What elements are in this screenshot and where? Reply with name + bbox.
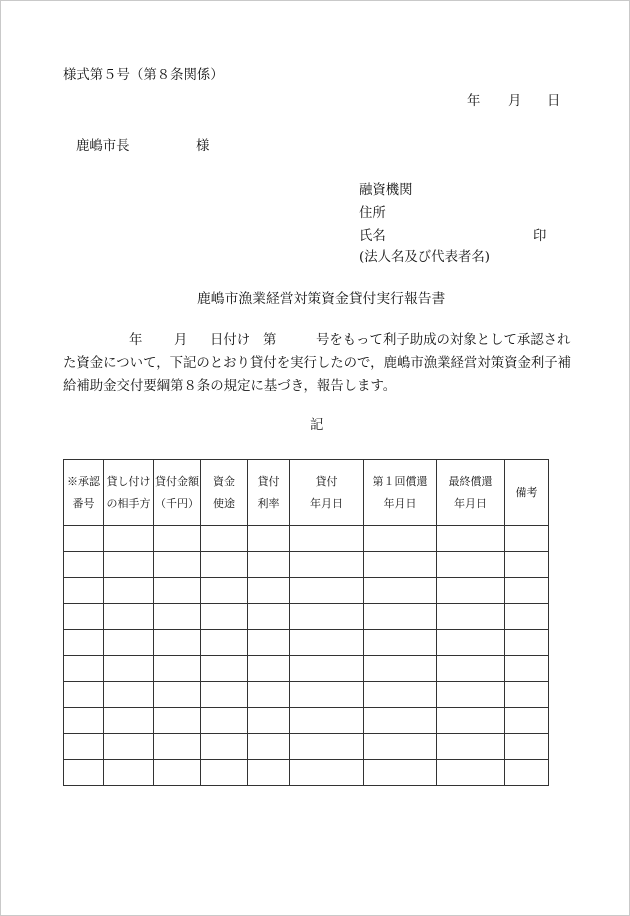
header-label: 貸付 [257,474,280,488]
table-cell [104,708,154,734]
addressee-name: 鹿嶋市長 [76,139,130,154]
table-cell [248,682,290,708]
table-cell [104,682,154,708]
table-cell [201,760,248,786]
body-line1-day: 日付け [210,333,251,348]
table-cell [64,552,104,578]
table-cell [437,526,505,552]
table-cell [505,552,549,578]
table-cell [154,578,201,604]
table-cell [64,604,104,630]
table-row [64,656,549,682]
table-cell [104,604,154,630]
table-cell [290,760,364,786]
table-cell [104,734,154,760]
table-row [64,526,549,552]
table-cell [290,630,364,656]
table-cell [437,682,505,708]
header-final-repayment-date [437,460,505,526]
table-cell [364,760,437,786]
document-title: 鹿嶋市漁業経営対策資金貸付実行報告書 [197,291,446,307]
header-first-repayment-date [364,460,437,526]
table-row [64,682,549,708]
table-cell [201,656,248,682]
header-label: 最終償還 [448,474,493,488]
table-cell [104,760,154,786]
table-cell [104,552,154,578]
table-cell [364,656,437,682]
table-row [64,552,549,578]
table-cell [290,656,364,682]
header-label: 貸し付け [106,474,151,488]
table-row [64,760,549,786]
table-cell [104,656,154,682]
table-row [64,708,549,734]
table-cell [437,734,505,760]
table-cell [290,552,364,578]
header-label: 貸付金額 [155,474,199,488]
table-cell [201,682,248,708]
table-cell [437,656,505,682]
date-month-label: 月 [508,94,522,109]
header-label: （千円） [155,496,199,510]
table-cell [248,656,290,682]
date-day-label: 日 [547,94,561,109]
table-cell [248,526,290,552]
table-cell [64,708,104,734]
table-cell [248,760,290,786]
table-cell [437,552,505,578]
table-cell [64,578,104,604]
applicant-institution-label: 融資機関 [359,183,413,198]
table-header-row [64,460,549,526]
header-label: 第１回償還 [372,474,428,488]
table-cell [248,734,290,760]
header-label: 年月日 [310,496,343,510]
table-cell [364,708,437,734]
table-cell [154,630,201,656]
form-number: 様式第５号（第８条関係） [63,68,224,83]
header-interest-rate [248,460,290,526]
table-cell [201,552,248,578]
addressee-honorific: 様 [196,139,210,154]
table-cell [290,526,364,552]
table-cell [505,656,549,682]
table-cell [364,682,437,708]
table-cell [248,630,290,656]
table-cell [64,760,104,786]
table-cell [364,526,437,552]
header-loan-date [290,460,364,526]
body-line1-year: 年 [129,333,143,348]
table-cell [290,708,364,734]
table-cell [248,578,290,604]
table-cell [154,708,201,734]
table-cell [64,734,104,760]
body-line3-text: 給補助金交付要綱第８条の規定に基づき，報告します。 [63,379,397,394]
table-cell [201,734,248,760]
table-cell [154,526,201,552]
table-cell [201,526,248,552]
table-cell [154,760,201,786]
table-cell [364,734,437,760]
header-label: 資金 [213,474,235,488]
table-cell [290,578,364,604]
table-row [64,604,549,630]
table-cell [104,578,154,604]
body-line1-month: 月 [174,333,188,348]
report-table [63,459,549,786]
table-cell [290,604,364,630]
table-cell [154,656,201,682]
body-line2-text: た資金について，下記のとおり貸付を実行したので，鹿嶋市漁業経営対策資金利子補 [63,356,572,371]
table-cell [505,578,549,604]
table-cell [248,552,290,578]
table-cell [505,604,549,630]
table-cell [64,656,104,682]
applicant-name-label: 氏名 [359,229,386,244]
table-cell [248,708,290,734]
table-cell [201,630,248,656]
table-cell [437,630,505,656]
table-cell [201,578,248,604]
header-remarks [505,460,549,526]
table-cell [154,604,201,630]
table-cell [201,604,248,630]
table-row [64,578,549,604]
table-cell [505,734,549,760]
table-cell [154,682,201,708]
header-label: 年月日 [383,496,417,510]
header-label: 利率 [257,496,280,510]
applicant-address-label: 住所 [359,206,386,221]
table-cell [437,708,505,734]
table-cell [64,630,104,656]
table-cell [104,630,154,656]
table-cell [290,734,364,760]
header-label: 備考 [515,485,538,499]
header-label: 年月日 [454,496,487,510]
table-cell [437,760,505,786]
body-line1-text: 号をもって利子助成の対象として承認され [316,333,571,348]
header-label: 貸付 [315,474,338,488]
table-cell [505,760,549,786]
header-loan-amount [154,460,201,526]
table-cell [505,526,549,552]
table-body [64,526,549,786]
table-header [64,460,549,526]
table-row [64,734,549,760]
table-cell [154,552,201,578]
table-cell [154,734,201,760]
header-borrower [104,460,154,526]
applicant-name-note: (法人名及び代表者名) [359,250,490,265]
table-cell [64,682,104,708]
table-cell [64,526,104,552]
header-label: 使途 [213,496,235,510]
table-cell [201,708,248,734]
table-cell [437,604,505,630]
table-row [64,630,549,656]
table-cell [364,552,437,578]
header-approval-number [64,460,104,526]
header-label: 番号 [72,496,95,510]
table-cell [104,526,154,552]
table-cell [505,708,549,734]
applicant-seal-label: 印 [533,229,547,244]
table-cell [364,604,437,630]
table-cell [505,682,549,708]
date-year-label: 年 [467,94,481,109]
body-line1-number-prefix: 第 [263,333,277,348]
table-cell [364,578,437,604]
header-label: の相手方 [106,496,151,510]
notice-heading: 記 [310,418,324,433]
table-cell [505,630,549,656]
header-fund-purpose [201,460,248,526]
header-label: ※承認 [67,474,100,488]
table-cell [364,630,437,656]
table-cell [437,578,505,604]
table-cell [290,682,364,708]
table-cell [248,604,290,630]
